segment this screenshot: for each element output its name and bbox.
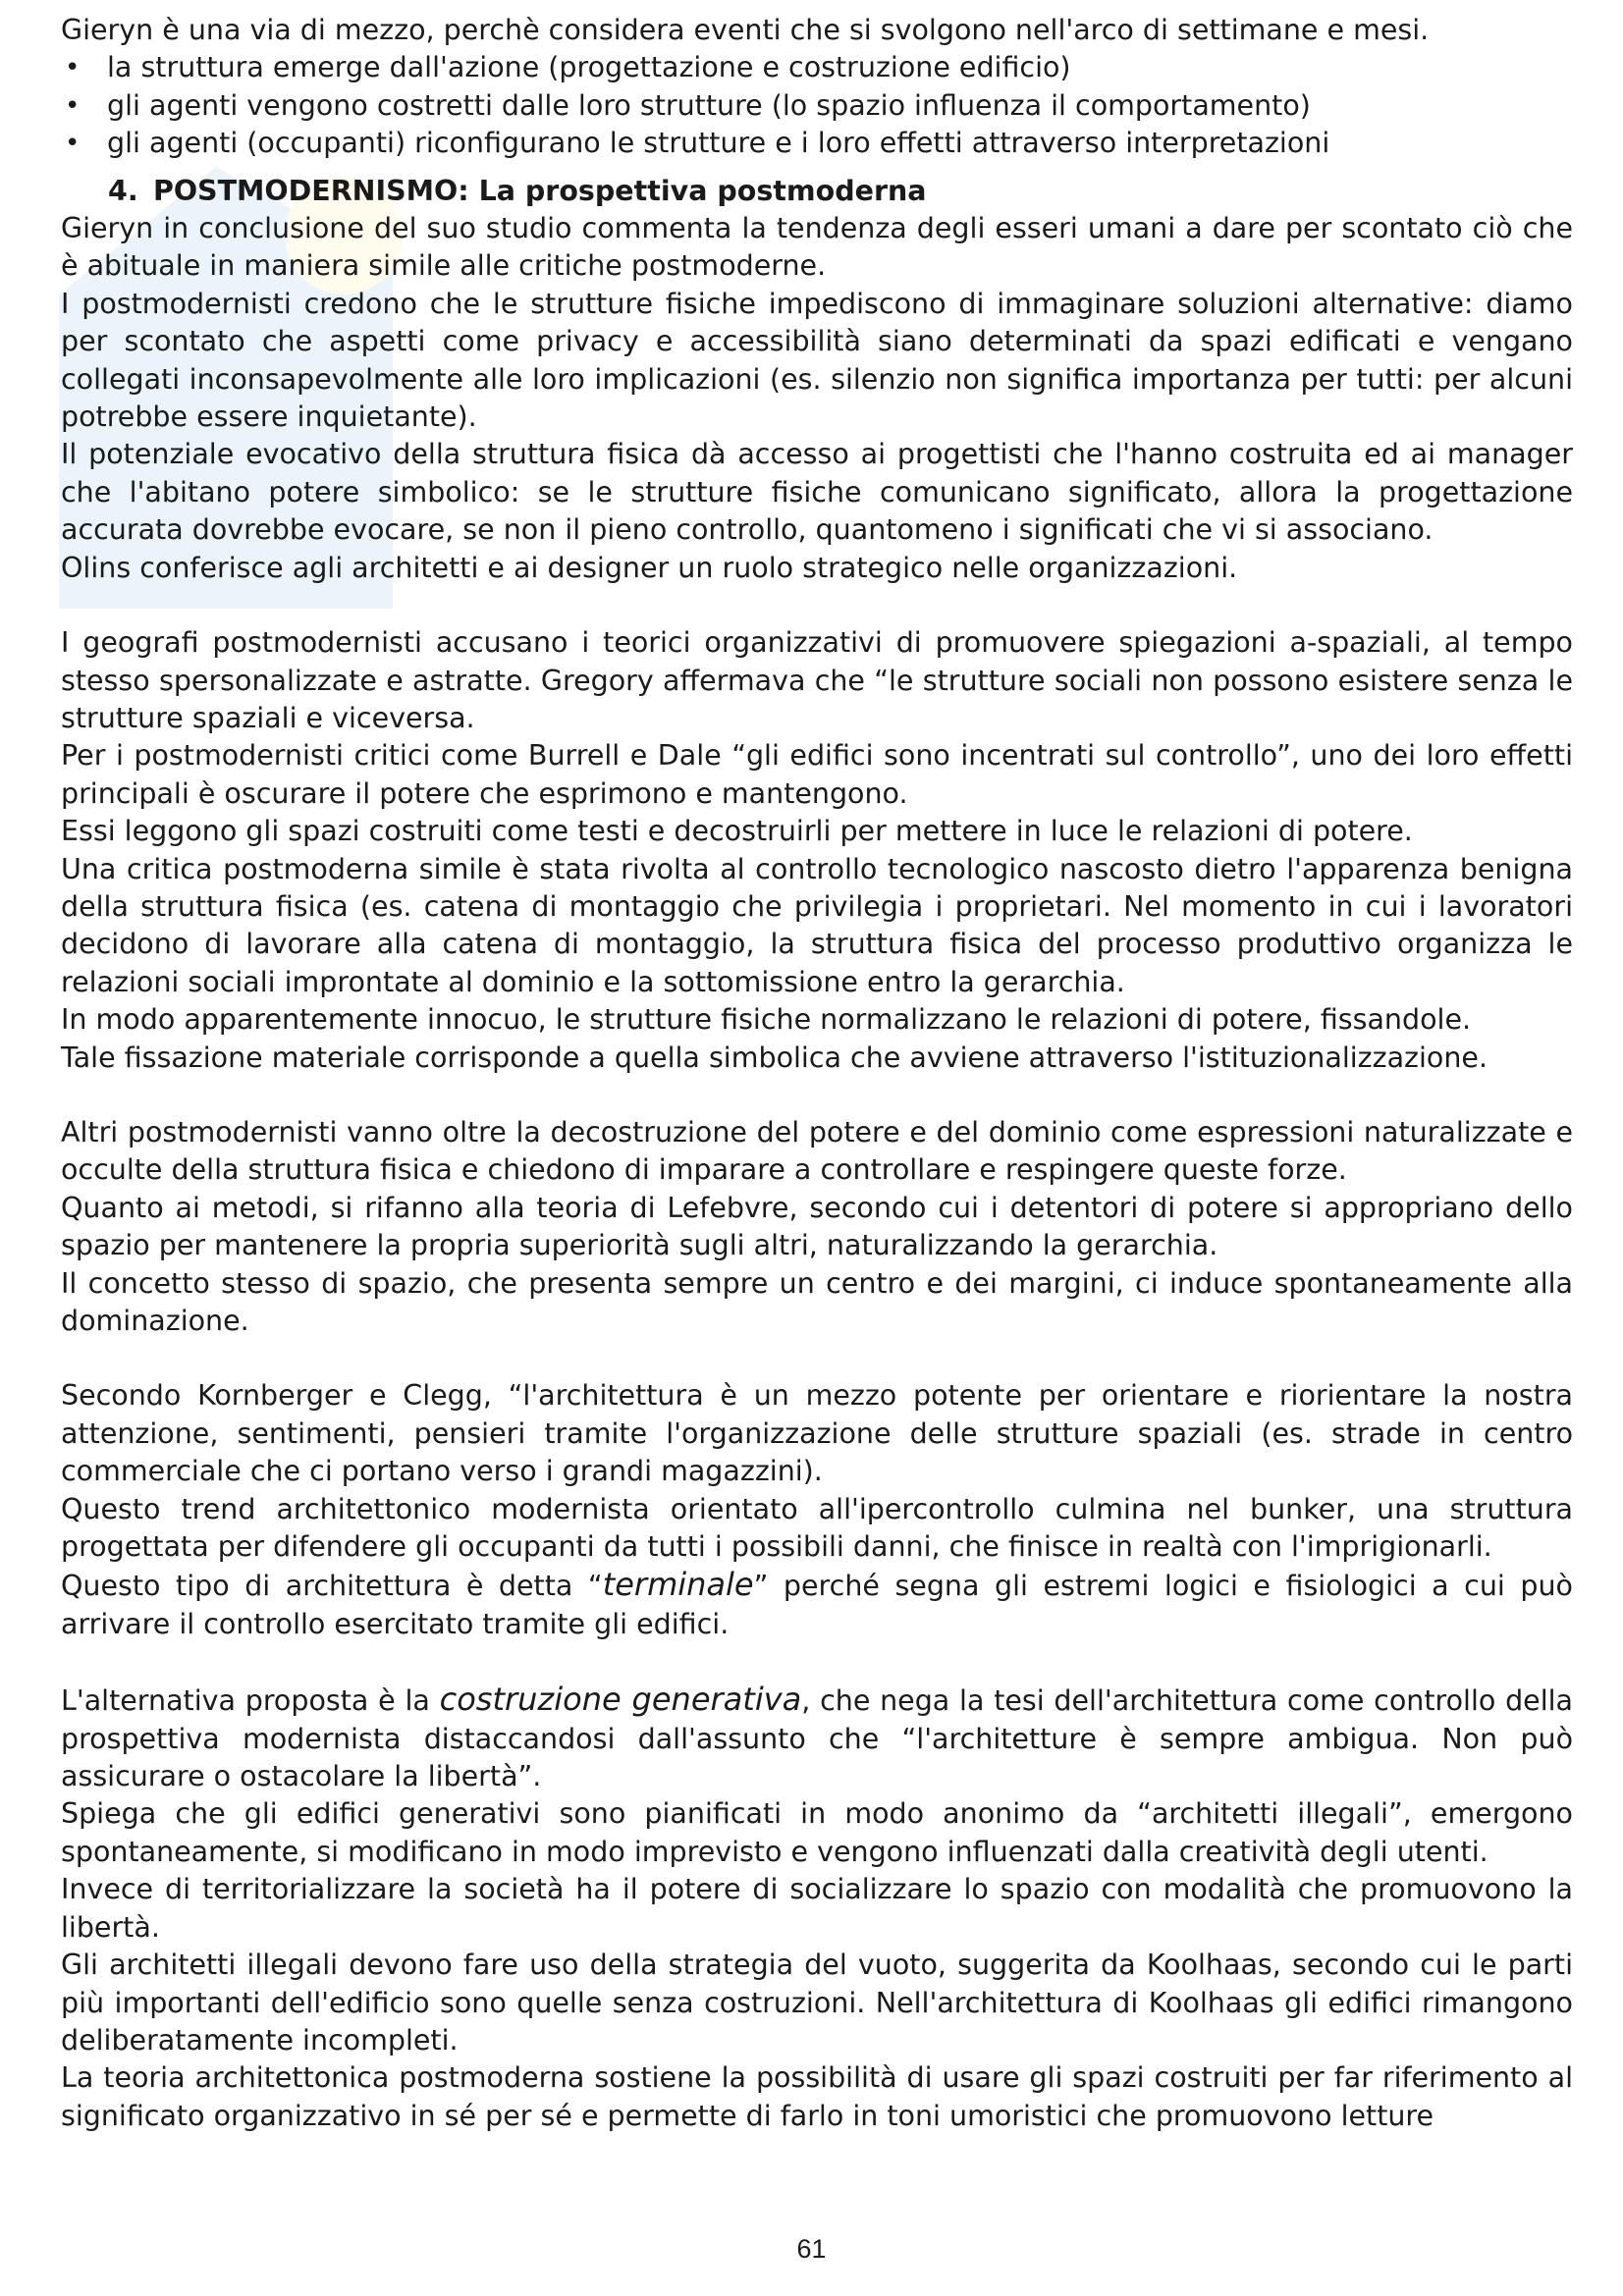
paragraph: Per i postmodernisti critici come Burrell e Dale “gli edifici sono incentrati sul controllo”, uno dei loro effetti principali è oscurare il potere che esprimono e mantengono. bbox=[61, 739, 1573, 810]
section-heading bbox=[61, 173, 1573, 210]
bullet-item: • la struttura emerge dall'azione (progettazione e costruzione edificio) bbox=[61, 49, 1573, 86]
paragraph-spacer bbox=[61, 1340, 1573, 1377]
paragraph: Il concetto stesso di spazio, che presenta sempre un centro e dei margini, ci induce spontaneamente alla dominazione. bbox=[61, 1266, 1573, 1337]
document-page bbox=[61, 12, 1573, 2135]
paragraph: Quanto ai metodi, si rifanno alla teoria di Lefebvre, secondo cui i detentori di potere si appropriano dello spazio per mantenere la propria superiorità sugli altri, naturalizzando la gerarchia. bbox=[61, 1191, 1573, 1262]
intro-paragraph: Gieryn è una via di mezzo, perchè considera eventi che si svolgono nell'arco di settimane e mesi. bbox=[61, 14, 1430, 46]
paragraph: Essi leggono gli spazi costruiti come testi e decostruirli per mettere in luce le relazioni di potere. bbox=[61, 815, 1413, 848]
bullet-list bbox=[61, 49, 1573, 162]
paragraph: Spiega che gli edifici generativi sono pianificati in modo anonimo da “architetti illegali”, emergono spontaneamente, si modificano in modo imprevisto e vengono influenzati dalla creatività degli utenti. bbox=[61, 1797, 1573, 1868]
paragraph-spacer bbox=[61, 1077, 1573, 1114]
paragraph: Questo trend architettonico modernista orientato all'ipercontrollo culmina nel bunker, una struttura progettata per difendere gli occupanti da tutti i possibili danni, che finisce in realtà con l'imprigionarli. bbox=[61, 1492, 1573, 1564]
paragraph-spacer bbox=[61, 587, 1573, 624]
paragraph: Il potenziale evocativo della struttura fisica dà accesso ai progettisti che l'hanno costruita ed ai manager che l'abitano potere simbolico: se le strutture fisiche comunicano significato, allora la progettazione accurata dovrebbe evocare, se non il pieno controllo, quantomeno i significati che vi si associano. bbox=[61, 438, 1573, 547]
paragraph bbox=[61, 1566, 1573, 1643]
paragraph: Invece di territorializzare la società ha il potere di socializzare lo spazio con modalità che promuovono la libertà. bbox=[61, 1873, 1573, 1944]
paragraph: Tale fissazione materiale corrisponde a quella simbolica che avviene attraverso l'istituzionalizzazione. bbox=[61, 1041, 1488, 1074]
page-number: 61 bbox=[796, 2234, 827, 2264]
paragraph: Olins conferisce agli architetti e ai designer un ruolo strategico nelle organizzazioni. bbox=[61, 551, 1238, 584]
paragraph: Una critica postmoderna simile è stata rivolta al controllo tecnologico nascosto dietro l'apparenza benigna della struttura fisica (es. catena di montaggio che privilegia i proprietari. Nel momento in cui i lavoratori decidono di lavorare alla catena di montaggio, la struttura fisica del processo produttivo organizza le relazioni sociali improntate al dominio e la sottomissione entro la gerarchia. bbox=[61, 852, 1573, 998]
section-title: POSTMODERNISMO: La prospettiva postmoderna bbox=[152, 174, 927, 207]
italic-term: costruzione generativa bbox=[439, 1681, 802, 1719]
bullet-item: • gli agenti vengono costretti dalle loro strutture (lo spazio influenza il comportamento) bbox=[61, 87, 1573, 125]
text-run: Questo tipo di architettura è detta “ bbox=[61, 1570, 603, 1603]
paragraph: Altri postmodernisti vanno oltre la decostruzione del potere e del dominio come espressioni naturalizzate e occulte della struttura fisica e chiedono di imparare a controllare e respingere queste forze. bbox=[61, 1115, 1573, 1187]
text-run: ” perché segna gli estremi logici e fisiologici a cui può arrivare il controllo esercitato tramite gli edifici. bbox=[61, 1570, 1573, 1640]
paragraph: Secondo Kornberger e Clegg, “l'architettura è un mezzo potente per orientare e riorientare la nostra attenzione, sentimenti, pensieri tramite l'organizzazione delle strutture spaziali (es. strade in centro commerciale che ci portano verso i grandi magazzini). bbox=[61, 1379, 1573, 1488]
paragraph: I postmodernisti credono che le strutture fisiche impediscono di immaginare soluzioni alternative: diamo per scontato che aspetti come privacy e accessibilità siano determinati da spazi edificati e vengano collegati inconsapevolmente alle loro implicazioni (es. silenzio non significa importanza per tutti: per alcuni potrebbe essere inquietante). bbox=[61, 287, 1573, 434]
italic-term: terminale bbox=[602, 1566, 754, 1604]
text-run: L'alternativa proposta è la bbox=[61, 1684, 440, 1718]
bullet-item: • gli agenti (occupanti) riconfigurano le strutture e i loro effetti attraverso interpretazioni bbox=[61, 125, 1573, 162]
paragraph bbox=[61, 1681, 1573, 1795]
section-number: 4. bbox=[108, 174, 138, 207]
paragraph: I geografi postmodernisti accusano i teorici organizzativi di promuovere spiegazioni a-spaziali, al tempo stesso spersonalizzate e astratte. Gregory affermava che “le strutture sociali non possono esistere senza le strutture spaziali e viceversa. bbox=[61, 626, 1573, 734]
text-run: , che nega la tesi dell'architettura come controllo della prospettiva modernista distaccandosi dall'assunto che “l'architetture è sempre ambigua. Non può assicurare o ostacolare la libertà”. bbox=[61, 1684, 1574, 1793]
paragraph: La teoria architettonica postmoderna sostiene la possibilità di usare gli spazi costruiti per far riferimento al significato organizzativo in sé per sé e permette di farlo in toni umoristici che promuovono letture bbox=[61, 2061, 1573, 2132]
paragraph: Gieryn in conclusione del suo studio commenta la tendenza degli esseri umani a dare per scontato ciò che è abituale in maniera simile alle critiche postmoderne. bbox=[61, 212, 1573, 283]
paragraph: Gli architetti illegali devono fare uso della strategia del vuoto, suggerita da Koolhaas, secondo cui le parti più importanti dell'edificio sono quelle senza costruzioni. Nell'architettura di Koolhaas gli edifici rimangono deliberatamente incompleti. bbox=[61, 1949, 1573, 2056]
paragraph: In modo apparentemente innocuo, le strutture fisiche normalizzano le relazioni di potere, fissandole. bbox=[61, 1003, 1472, 1037]
paragraph-spacer bbox=[61, 1643, 1573, 1681]
